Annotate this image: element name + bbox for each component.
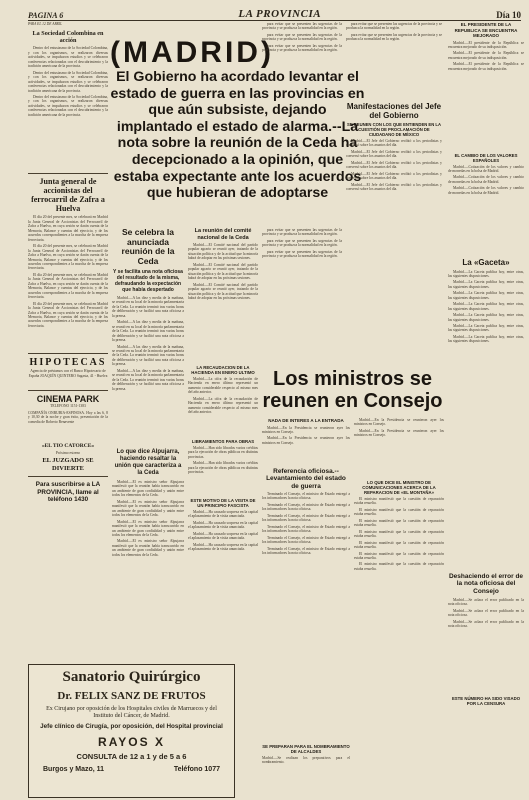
sanatorio-footer <box>43 766 220 773</box>
ministros-text: Madrid.—En la Presidencia se reunieron ayer los ministros en Consejo. Madrid.—En la Presidencia se reunieron ayer los ministros en Consejo. <box>262 425 350 445</box>
celebra-subheading: Y se facilita una nota oficiosa del resultado de la misma, defraudando la expectación que había despertado <box>113 269 183 293</box>
presidente-heading: EL PRESIDENTE DE LA REPUBLICA SE ENCUENTRA MEJORADO <box>454 22 518 38</box>
center-column-b <box>188 228 258 660</box>
hipotecas-heading: HIPOTECAS <box>29 357 107 369</box>
pieces-text-d: para evitar que se presenten las urgencias de la provincia y se produzca la normalidad en la región. para evitar que se presenten las urgencias de la provincia y se produzca la normalidad en la región. <box>346 22 442 42</box>
hipotecas-text: Agencia de préstamos con el Banco Hipotecario de España JOAQUÍN QUINTERO Sagasta, 41 - Huelva <box>28 369 108 378</box>
recaudacion-text: Madrid.—La cifra de la recaudación de Hacienda en enero último representó un aumento considerable respecto al mismo mes del año anterior. Madrid.—La cifra de la recaudación de Hacienda en enero último representó un aumento considerable respecto al mismo mes del año anterior. <box>188 377 258 415</box>
main-headline: El Gobierno ha acordado levantar el estado de guerra en las provincias en que aún subsiste, dejando implantado el estado de alarma.--La nota sobre la reunión de la Ceda ha decepcionado a la opinión, que estaba expectante ante los acuerdos que hubieran de adoptarse <box>110 69 365 202</box>
section-title: (MADRID) <box>110 36 274 69</box>
comite-text: Madrid.—El Comité nacional del partido popular agrario se reunió ayer, tratando de la situación política y de la actitud que la minoría habrá de adoptar en las próximas sesiones. Madrid.—El Comité nacional del partido popular agrario se reunió ayer, tratando de la situación política y de la actitud que la minoría habrá de adoptar en las próximas sesiones. Madrid.—El Comité nacional del partido popular agrario se reunió ayer, tratando de la situación política y de la actitud que la minoría habrá de adoptar en las próximas sesiones. <box>188 243 258 300</box>
cinema-next: Próximo estreno <box>55 450 81 455</box>
referencia-heading: Referencia oficiosa.--Levantamiento del estado de guerra <box>266 467 346 490</box>
celebra-text: Madrid.—A las diez y media de la mañana, se reunió en su local de la minoría parlamentaria de la Ceda. La reunión terminó tras varias horas de deliberación y se facilitó una nota oficiosa a la prensa. Madrid.—A las diez y media de la mañana, se reunió en su local de la minoría parlamentaria de la Ceda. La reunión terminó tras varias horas de deliberación y se facilitó una nota oficiosa a la prensa. Madrid.—A las diez y media de la mañana, se reunió en su local de la minoría parlamentaria de la Ceda. La reunión terminó tras varias horas de deliberación y se facilitó una nota oficiosa a la prensa. Madrid.—A las diez y media de la mañana, se reunió en su local de la minoría parlamentaria de la Ceda. La reunión terminó tras varias horas de deliberación y se facilitó una nota oficiosa a la prensa. <box>112 296 184 391</box>
masthead <box>28 6 521 21</box>
divider <box>28 390 108 391</box>
cinema-phone: TELEFONO 1151-1383 <box>50 404 86 409</box>
sanatorio-address: Burgos y Mazo, 11 <box>43 766 105 773</box>
divider <box>28 476 108 477</box>
nota-text: El ministro manifestó que la cuestión de reparación estaba resuelta. El ministro manifestó que la cuestión de reparación estaba resuelta. El ministro manifestó que la cuestión de reparación estaba resuelta. El ministro manifestó que la cuestión de reparación estaba resuelta. El ministro manifestó que la cuestión de reparación estaba resuelta. El ministro manifestó que la cuestión de reparación estaba resuelta. El ministro manifestó que la cuestión de reparación estaba resuelta. <box>354 497 444 571</box>
issue-date: Día 10 <box>496 10 521 20</box>
sanatorio-phone: Teléfono 1077 <box>173 766 220 773</box>
ministros-text-cont: Madrid.—En la Presidencia se reunieron ayer los ministros en Consejo. Madrid.—En la Presidencia se reunieron ayer los ministros en Consejo. <box>354 418 444 438</box>
divider <box>28 173 108 174</box>
cambio-text: Madrid.—Cotización de los valores y cambio de monedas en la bolsa de Madrid. Madrid.—Cotización de los valores y cambio de monedas en la bolsa de Madrid. Madrid.—Cotización de los valores y cambio de monedas en la bolsa de Madrid. <box>448 164 524 195</box>
censura-notice: ESTE NÚMERO HA SIDO VISADO POR LA CENSURA <box>451 696 521 706</box>
consulta-hours: CONSULTA de 12 a 1 y de 5 a 6 <box>76 752 187 761</box>
right-column <box>448 22 524 797</box>
manif-text: Madrid.—El Jefe del Gobierno recibió a los periodistas y conversó sobre los asuntos del día. Madrid.—El Jefe del Gobierno recibió a los periodistas y conversó sobre los asuntos del día. Madrid.—El Jefe del Gobierno recibió a los periodistas y conversó sobre los asuntos del día. Madrid.—El Jefe del Gobierno recibió a los periodistas y conversó sobre los asuntos del día. Madrid.—El Jefe del Gobierno recibió a los periodistas y conversó sobre los asuntos del día. <box>346 139 442 192</box>
ministros-headline: Los ministros se reunen en Consejo <box>262 368 443 412</box>
deshaciendo-heading: Deshaciendo el error de la nota oficiosa del Consejo <box>448 572 524 595</box>
gaceta-heading: La «Gaceta» <box>462 257 510 267</box>
junta-text: El día 20 del presente mes, se celebrará en Madrid la Junta General de Accionistas del Ferrocarril de Zafra a Huelva, en cuya sesión se darán cuenta de la Memoria, Balance y cuentas del ejercicio, y de los acuerdos correspondientes a la marcha de la empresa ferroviaria. El día 20 del presente mes, se celebrará en Madrid la Junta General de Accionistas del Ferrocarril de Zafra a Huelva, en cuya sesión se darán cuenta de la Memoria, Balance y cuentas del ejercicio, y de los acuerdos correspondientes a la marcha de la empresa ferroviaria. El día 20 del presente mes, se celebrará en Madrid la Junta General de Accionistas del Ferrocarril de Zafra a Huelva, en cuya sesión se darán cuenta de la Memoria, Balance y cuentas del ejercicio, y de los acuerdos correspondientes a la marcha de la empresa ferroviaria. El día 20 del presente mes, se celebrará en Madrid la Junta General de Accionistas del Ferrocarril de Zafra a Huelva, en cuya sesión se darán cuenta de la Memoria, Balance y cuentas del ejercicio, y de los acuerdos correspondientes a la marcha de la empresa ferroviaria. <box>28 215 108 328</box>
presidente-text: Madrid.—El presidente de la República se encuentra mejorado de su indisposición. Madrid.—El presidente de la República se encuentra mejorado de su indisposición. Madrid.—El presidente de la República se encuentra mejorado de su indisposición. <box>448 40 524 71</box>
censura-heading: SE PREPARAN PARA EL NOMBRAMIENTO DE ALCALDES <box>262 744 350 754</box>
masthead-logo: LA PROVINCIA <box>238 8 322 20</box>
libramientos-heading: LIBRAMIENTOS PARA OBRAS <box>191 439 255 444</box>
libramientos-text: Madrid.—Han sido librados varios créditos para la ejecución de obras públicas en distintas provincias. Madrid.—Han sido librados varios créditos para la ejecución de obras públicas en distintas provincias. <box>188 446 258 475</box>
cinema-feature: EL JUZGADO SE DIVIERTE <box>42 457 94 472</box>
manif-subheading: SE REUNEN CON LOS QUE ENTIENDEN EN LA CUESTIÓN DE PROCLAMACIÓN DE CIUDADANO DE MÉXICO <box>347 122 441 137</box>
nota-heading: LO QUE DICE EL MINISTRO DE COMUNICACIONES ACERCA DE LA REPARACION DE «EL MONTAÑA» <box>362 480 436 495</box>
rayos-x: RAYOS X <box>98 735 165 749</box>
center-column-f <box>354 418 444 796</box>
deshaciendo-text: Madrid.—Se aclara el error publicado en la nota oficiosa. Madrid.—Se aclara el error publicado en la nota oficiosa. Madrid.—Se aclara el error publicado en la nota oficiosa. <box>448 598 524 629</box>
visita-heading: ESTE MOTIVO DE LA VISITA DE UN PRINCIPIO FASCISTA <box>190 498 256 508</box>
subscribe-notice: Para suscribirse a LA PROVINCIA, llame al teléfono 1430 <box>35 481 101 504</box>
recaudacion-heading: LA RECAUDACION DE LA HACIENDA EN ENERO ULTIMO <box>191 365 255 375</box>
manif-heading: Manifestaciones del Jefe del Gobierno <box>346 102 442 120</box>
society-heading: La Sociedad Colombina en acción <box>32 30 104 45</box>
sanatorio-ad <box>28 664 235 798</box>
center-column-c-lower <box>262 228 342 368</box>
visita-text: Madrid.—Ha causado sorpresa en la capital el aplazamiento de la visita anunciada. Madrid.—Ha causado sorpresa en la capital el aplazamiento de la visita anunciada. Madrid.—Ha causado sorpresa en la capital el aplazamiento de la visita anunciada. Madrid.—Ha causado sorpresa en la capital el aplazamiento de la visita anunciada. <box>188 510 258 552</box>
cinema-heading: CINEMA PARK <box>36 394 100 405</box>
cinema-play: «EL TIO CATORCE» <box>41 442 95 449</box>
center-column-d <box>346 22 442 367</box>
doctor-name: Dr. FELIX SANZ DE FRUTOS <box>57 690 206 702</box>
page-number: PAGINA 6 <box>28 11 64 20</box>
referencia-text: Terminado el Consejo, el ministro de Estado entregó a los informadores la nota oficiosa. Terminado el Consejo, el ministro de Estado entregó a los informadores la nota oficiosa. Terminado el Consejo, el ministro de Estado entregó a los informadores la nota oficiosa. Terminado el Consejo, el ministro de Estado entregó a los informadores la nota oficiosa. Terminado el Consejo, el ministro de Estado entregó a los informadores la nota oficiosa. Terminado el Consejo, el ministro de Estado entregó a los informadores la nota oficiosa. <box>262 492 350 555</box>
sanatorio-title: Sanatorio Quirúrgico <box>62 669 201 685</box>
center-column-e <box>262 418 350 796</box>
cambio-heading: EL CAMBIO DE LOS VALORES ESPAÑOLES <box>454 152 518 163</box>
divider <box>28 353 108 354</box>
alpujarra-text: Madrid.—El ex ministro señor Alpujarra manifestó que la reunión había transcurrido en un ambiente de gran cordialidad y unión entre todos los elementos de la Ceda. Madrid.—El ex ministro señor Alpujarra manifestó que la reunión había transcurrido en un ambiente de gran cordialidad y unión entre todos los elementos de la Ceda. Madrid.—El ex ministro señor Alpujarra manifestó que la reunión había transcurrido en un ambiente de gran cordialidad y unión entre todos los elementos de la Ceda. Madrid.—El ex ministro señor Alpujarra manifestó que la reunión había transcurrido en un ambiente de gran cordialidad y unión entre todos los elementos de la Ceda. <box>112 480 184 557</box>
ministros-subheading: NADA DE INTERES A LA ENTRADA <box>268 418 344 423</box>
gaceta-text: Madrid.—La Gaceta publica hoy, entre otras, las siguientes disposiciones. Madrid.—La Gaceta publica hoy, entre otras, las siguientes disposiciones. Madrid.—La Gaceta publica hoy, entre otras, las siguientes disposiciones. Madrid.—La Gaceta publica hoy, entre otras, las siguientes disposiciones. Madrid.—La Gaceta publica hoy, entre otras, las siguientes disposiciones. Madrid.—La Gaceta publica hoy, entre otras, las siguientes disposiciones. Madrid.—La Gaceta publica hoy, entre otras, las siguientes disposiciones. <box>448 269 524 344</box>
doctor-role: Jefe clínico de Cirugía, por oposición, del Hospital provincial <box>40 723 223 730</box>
celebra-heading: Se celebra la anunciada reunión de la Ceda <box>121 228 175 266</box>
center-column-a <box>112 228 184 660</box>
cinema-text: COMPAÑÍA ONRUBIA-ESPINOSA. Hoy a las 6, 8 y 10,30 de la noche y gran éxito, presentación de la comedia de Roberto Benavente <box>28 410 108 424</box>
society-text: Dentro del entusiasmo de la Sociedad Colombina, y con los organismos, se realizaron diversas actividades, se impulsaron estudios y se celebraron conferencias relacionadas con el descubrimiento y la tradición americana de la provincia. Dentro del entusiasmo de la Sociedad Colombina, y con los organismos, se realizaron diversas actividades, se impulsaron estudios y se celebraron conferencias relacionadas con el descubrimiento y la tradición americana de la provincia. Dentro del entusiasmo de la Sociedad Colombina, y con los organismos, se realizaron diversas actividades, se impulsaron estudios y se celebraron conferencias relacionadas con el descubrimiento y la tradición americana de la provincia. <box>28 46 108 117</box>
alpujarra-heading: Lo que dice Alpujarra, haciendo resaltar la unión que caracteriza a la Ceda <box>114 449 182 476</box>
pieces-text: para evitar que se presenten las urgencias de la provincia y se produzca la normalidad en la región. para evitar que se presenten las urgencias de la provincia y se produzca la normalidad en la región. para evitar que se presenten las urgencias de la provincia y se produzca la normalidad en la región. <box>262 22 342 53</box>
doctor-credentials: Ex Cirujano por oposición de los Hospitales civiles de Marruecos y del Instituto del Cáncer, de Madrid. <box>46 706 217 719</box>
pieces-text-cont: para evitar que se presenten las urgencias de la provincia y se produzca la normalidad en la región. para evitar que se presenten las urgencias de la provincia y se produzca la normalidad en la región. para evitar que se presenten las urgencias de la provincia y se produzca la normalidad en la región. <box>262 228 342 259</box>
comite-heading: La reunión del comité nacional de la Ceda <box>194 228 252 241</box>
price-line: PARA EL 12 DE ABRIL <box>28 22 63 26</box>
junta-heading: Junta general de accionistas del ferrocarril de Zafra a Huelva <box>31 177 105 214</box>
censura-text: Madrid.—Se realizan los preparativos para el nombramiento. <box>262 756 350 765</box>
